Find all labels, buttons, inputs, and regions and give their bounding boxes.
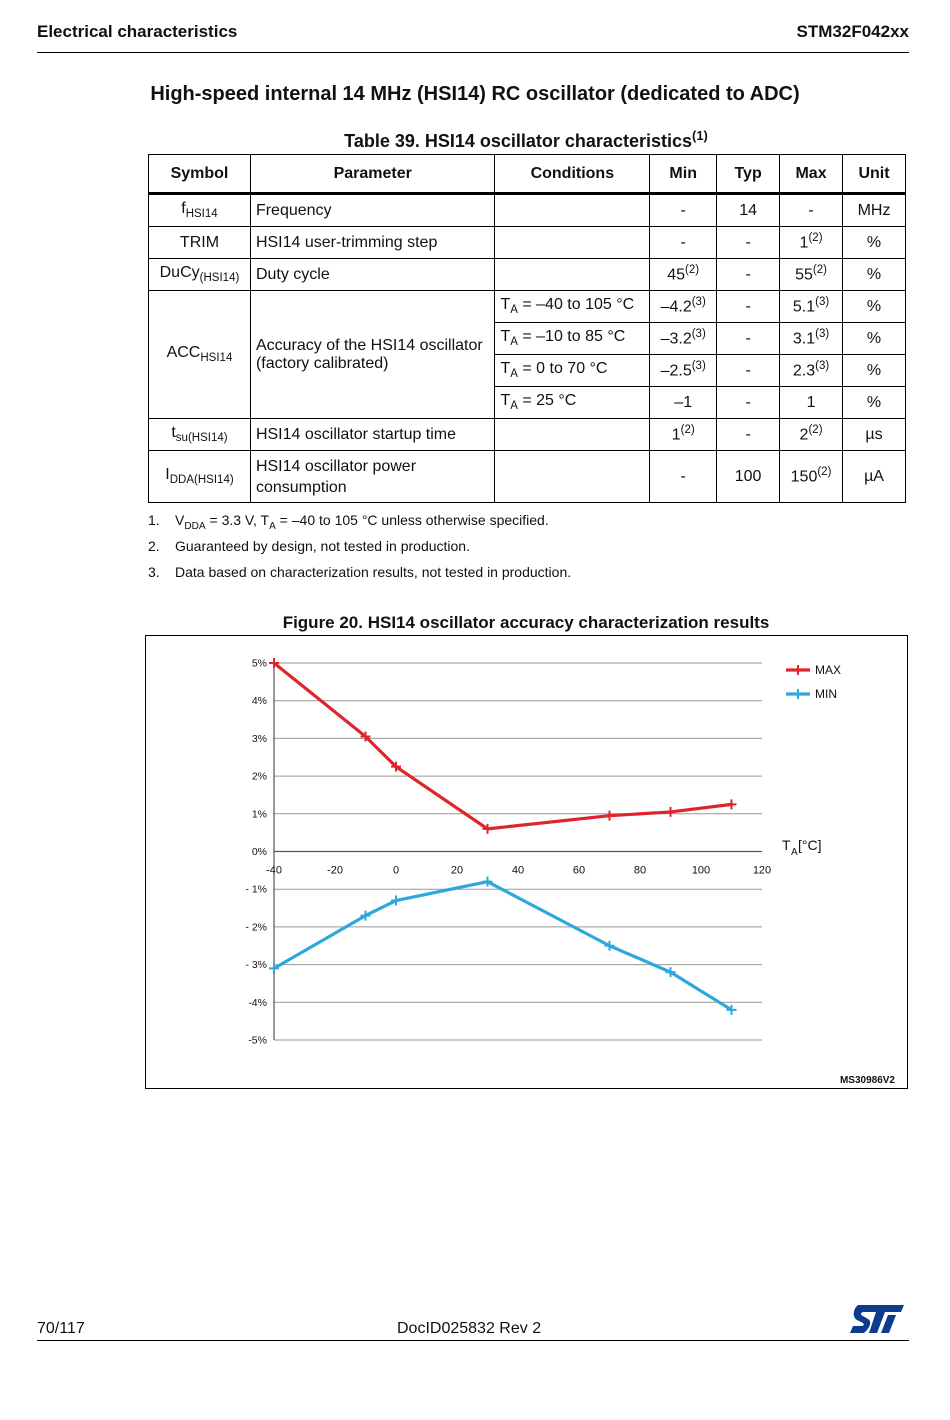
note-number: 1. [148,512,160,528]
section-title: High-speed internal 14 MHz (HSI14) RC oscillator (dedicated to ADC) [150,83,800,105]
typ-cell: - [717,227,780,259]
st-logo [848,1303,906,1335]
max-cell [780,419,843,451]
typ-cell: - [717,419,780,451]
x-axis-label: T [782,837,791,853]
data-point [727,799,737,809]
max-value: 55 [795,266,813,284]
cond-subscript: A [510,400,518,413]
footnote-ref: (3) [691,296,706,309]
footnote-ref: (3) [691,328,706,341]
symbol-cell [149,451,251,503]
cond-text: = 25 °C [517,392,577,410]
note-symbol: V [175,512,185,528]
min-value: 45 [667,266,686,284]
note-number: 3. [148,564,160,580]
symbol-cell [149,419,251,451]
y-tick-label: 1% [251,808,267,821]
col-header-symbol: Symbol [149,155,251,194]
cond-symbol: T [500,328,511,346]
hsi14-characteristics-table [148,154,906,503]
min-value: 1 [671,426,681,444]
y-tick-label: 3% [251,732,267,745]
legend-label: MAX [815,663,842,677]
conditions-cell [495,194,650,227]
max-cell [780,451,843,503]
data-point [666,807,676,817]
table-row [149,259,906,291]
table-row [149,194,906,227]
symbol-text: I [165,466,170,484]
x-tick-label: 80 [633,864,647,877]
col-header-parameter: Parameter [250,155,495,194]
min-cell [650,419,717,451]
note-text-part: = –40 to 105 °C unless otherwise specified. [275,512,549,528]
table-row [149,451,906,503]
symbol-subscript: HSI14 [185,208,218,221]
header-rule [37,52,909,53]
symbol-cell: TRIM [149,227,251,259]
note-text: Data based on characterization results, not tested in production. [175,564,572,580]
running-header-title: Electrical characteristics [37,22,238,41]
col-header-min: Min [650,155,717,194]
y-tick-label: - 1% [245,883,267,896]
min-value: –4.2 [660,298,692,316]
note-subscript: A [269,520,276,532]
max-cell [780,291,843,323]
x-tick-label: -20 [327,864,343,877]
col-header-max: Max [780,155,843,194]
x-axis-label-subscript: A [791,847,798,858]
parameter-cell: Duty cycle [250,259,495,291]
x-tick-label: 40 [511,864,525,877]
unit-cell: µs [843,419,906,451]
y-tick-label: - 3% [245,959,267,972]
data-point [605,811,615,821]
typ-cell: - [717,355,780,387]
table-row [149,291,906,323]
typ-cell: 100 [717,451,780,503]
symbol-cell [149,259,251,291]
page-number: 70/117 [37,1320,85,1337]
symbol-cell [149,291,251,419]
min-value: –3.2 [660,330,692,348]
min-cell [650,355,717,387]
figure-frame [145,635,908,1089]
symbol-text: ACC [166,344,201,362]
max-value: 2 [799,426,809,444]
cond-text: = –40 to 105 °C [517,296,635,314]
unit-cell: % [843,291,906,323]
max-cell [780,259,843,291]
conditions-cell [495,419,650,451]
max-cell: 1 [780,387,843,419]
table-row [149,419,906,451]
symbol-subscript: DDA(HSI14) [169,474,234,487]
parameter-cell: HSI14 user-trimming step [250,227,495,259]
unit-cell: % [843,355,906,387]
note-number: 2. [148,538,160,554]
conditions-cell [495,291,650,323]
footnote-ref: (3) [691,360,706,373]
conditions-cell [495,451,650,503]
symbol-subscript: (HSI14) [199,272,240,285]
max-value: 5.1 [792,298,816,316]
typ-cell: - [717,259,780,291]
min-cell: –1 [650,387,717,419]
series-line-max [274,663,732,829]
conditions-cell [495,387,650,419]
max-value: 2.3 [792,362,816,380]
y-tick-label: 0% [251,846,267,858]
min-value: –2.5 [660,362,692,380]
unit-cell: µA [843,451,906,503]
cond-text: = 0 to 70 °C [517,360,608,378]
note-text-part: = 3.3 V, T [205,512,270,528]
note-text: Guaranteed by design, not tested in production. [175,538,470,554]
cond-text: = –10 to 85 °C [517,328,626,346]
table-title-text: Table 39. HSI14 oscillator characteristics [344,131,692,151]
symbol-cell [149,194,251,227]
parameter-cell: Accuracy of the HSI14 oscillator (factory calibrated) [250,291,495,419]
series-line-min [274,882,732,1010]
typ-cell: - [717,291,780,323]
document-id: DocID025832 Rev 2 [397,1320,542,1337]
legend-label: MIN [815,687,837,701]
y-tick-label: -5% [248,1034,267,1047]
min-cell: - [650,227,717,259]
max-cell [780,227,843,259]
symbol-subscript: HSI14 [200,352,233,365]
cond-symbol: T [500,392,511,410]
unit-cell: % [843,387,906,419]
table-row [149,227,906,259]
cond-symbol: T [500,360,511,378]
footer-rule [37,1340,909,1341]
cond-symbol: T [500,296,511,314]
accuracy-chart [146,636,907,1088]
x-axis-label-unit: [°C] [798,837,822,853]
x-tick-label: 120 [752,864,772,877]
max-value: 1 [799,234,809,252]
min-cell [650,323,717,355]
footnote-ref: (2) [808,232,823,245]
unit-cell: % [843,227,906,259]
footnote-ref: (3) [815,360,830,373]
symbol-text: DuCy [159,264,200,282]
figure-code: MS30986V2 [839,1075,895,1086]
min-cell [650,259,717,291]
conditions-cell [495,323,650,355]
x-tick-label: 0 [392,864,400,877]
note-text [175,512,549,532]
parameter-cell: HSI14 oscillator startup time [250,419,495,451]
max-cell [780,323,843,355]
running-header-part-number: STM32F042xx [796,22,909,41]
y-tick-label: - 2% [245,921,267,934]
max-value: 3.1 [792,330,816,348]
min-cell [650,291,717,323]
footnote-ref: (2) [812,264,827,277]
st-logo-icon [848,1303,906,1335]
max-cell: - [780,194,843,227]
conditions-cell [495,355,650,387]
footnote-ref: (2) [817,466,832,479]
symbol-text: t [171,424,176,442]
typ-cell: - [717,387,780,419]
col-header-typ: Typ [717,155,780,194]
footnote-ref: (3) [815,296,830,309]
x-tick-label: 60 [572,864,586,877]
conditions-cell [495,259,650,291]
footnote-ref: (2) [685,264,700,277]
x-tick-label: 100 [691,864,711,877]
parameter-cell: Frequency [250,194,495,227]
table-title [0,128,950,152]
cond-subscript: A [510,336,518,349]
cond-subscript: A [510,304,518,317]
unit-cell: % [843,323,906,355]
footnote-ref: (2) [680,424,695,437]
col-header-unit: Unit [843,155,906,194]
x-tick-label: -40 [266,864,282,877]
max-cell [780,355,843,387]
max-value: 150 [790,468,818,486]
col-header-conditions: Conditions [495,155,650,194]
footnote-ref: (3) [815,328,830,341]
typ-cell: 14 [717,194,780,227]
y-tick-label: 4% [251,695,267,708]
note-subscript: DDA [184,520,206,532]
parameter-cell: HSI14 oscillator power consumption [250,451,495,503]
y-tick-label: -4% [248,996,267,1009]
figure-title: Figure 20. HSI14 oscillator accuracy characterization results [282,613,770,632]
symbol-text: f [181,200,186,218]
min-cell: - [650,451,717,503]
unit-cell: % [843,259,906,291]
cond-subscript: A [510,368,518,381]
table-title-note: (1) [692,128,708,143]
symbol-subscript: su(HSI14) [175,432,228,445]
unit-cell: MHz [843,194,906,227]
typ-cell: - [717,323,780,355]
footnote-ref: (2) [808,424,823,437]
y-tick-label: 2% [251,770,267,783]
table-header-row [149,155,906,194]
x-tick-label: 20 [450,864,464,877]
y-tick-label: 5% [251,657,267,670]
conditions-cell [495,227,650,259]
min-cell: - [650,194,717,227]
